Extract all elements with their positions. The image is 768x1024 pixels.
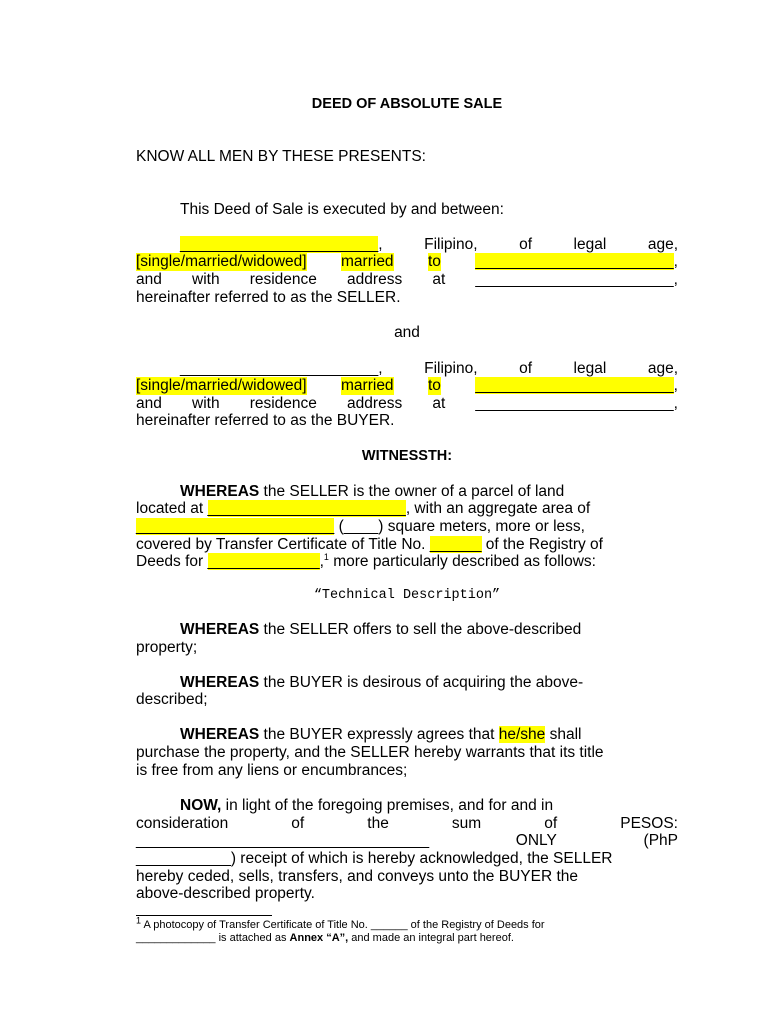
document-title: DEED OF ABSOLUTE SALE (311, 96, 503, 112)
buyer-line-3: and with residence address at _______________________, (136, 395, 678, 412)
seller-ref: hereinafter referred to as the SELLER. (136, 289, 401, 306)
whereas4-line-3: is free from any liens or encumbrances; (136, 762, 408, 779)
price-words-blank: __________________________________ (136, 832, 430, 849)
seller-line-1: _______________________, Filipino, of legal age, (180, 236, 678, 253)
opening-line: KNOW ALL MEN BY THESE PRESENTS: (136, 148, 426, 165)
buyer-spouse-blank: _______________________ (475, 377, 674, 394)
buyer-address-blank: _______________________ (475, 395, 674, 412)
seller-address-blank: _______________________ (475, 271, 674, 288)
seller-spouse-blank: _______________________ (475, 253, 674, 270)
whereas2-line-2: property; (136, 639, 198, 656)
buyer-name-blank: _______________________ (180, 360, 379, 377)
location-blank: _______________________ (207, 500, 406, 517)
whereas1-line-4: covered by Transfer Certificate of Title No. ______ of the Registry of (136, 536, 603, 553)
whereas2-line-1: WHEREAS the SELLER offers to sell the above-described (180, 621, 582, 638)
whereas4-line-1: WHEREAS the BUYER expressly agrees that he/she shall (180, 726, 582, 743)
whereas3-line-2: described; (136, 691, 208, 708)
and-separator: and (394, 324, 420, 341)
now-line-3: __________________________________ ONLY (PhP (136, 832, 678, 849)
registry-blank: _____________ (207, 553, 320, 570)
whereas3-line-1: WHEREAS the BUYER is desirous of acquiring the above- (180, 674, 584, 691)
now-line-4: ___________) receipt of which is hereby acknowledged, the SELLER (136, 850, 613, 867)
area-blank: _______________________ (136, 518, 335, 535)
now-line-2: consideration of the sum of PESOS: (136, 815, 678, 832)
footnote-separator (136, 915, 272, 916)
whereas1-line-3: _______________________ (____) square meters, more or less, (136, 518, 585, 535)
seller-status: [single/married/widowed] (136, 253, 307, 270)
whereas4-line-2: purchase the property, and the SELLER hereby warrants that its title (136, 744, 604, 761)
whereas1-line-1: WHEREAS the SELLER is the owner of a parcel of land (180, 483, 565, 500)
buyer-ref: hereinafter referred to as the BUYER. (136, 412, 395, 429)
seller-line-3: and with residence address at _______________________, (136, 271, 678, 288)
technical-description: “Technical Description” (313, 588, 501, 603)
footnote-ref: 1 (323, 551, 329, 562)
whereas1-line-2: located at _______________________, with an aggregate area of (136, 500, 591, 517)
now-line-1: NOW, in light of the foregoing premises, and for and in (180, 797, 554, 814)
whereas1-line-5: Deeds for _____________,$^1$ more particularly described as follows: (136, 551, 596, 570)
tct-number-blank: ______ (429, 536, 482, 553)
footnote-line-1: $^1$ A photocopy of Transfer Certificate of Title No. ______ of the Registry of Deeds for (136, 915, 545, 931)
buyer-line-2: [single/married/widowed] married to _______________________, (136, 377, 678, 394)
now-line-6: above-described property. (136, 885, 315, 902)
seller-line-2: [single/married/widowed] married to _______________________, (136, 253, 678, 270)
buyer-line-1: _______________________, Filipino, of legal age, (180, 360, 678, 377)
witnesseth-heading: WITNESSTH: (361, 448, 453, 464)
now-line-5: hereby ceded, sells, transfers, and conveys unto the BUYER the (136, 868, 578, 885)
annex-label: Annex “A”, (289, 932, 349, 944)
footnote-line-2: _____________ is attached as Annex “A”, and made an integral part hereof. (136, 932, 514, 944)
intro-line: This Deed of Sale is executed by and between: (180, 201, 504, 218)
seller-name-blank: _______________________ (180, 236, 379, 253)
pronoun-highlight: he/she (498, 726, 546, 743)
buyer-status: [single/married/widowed] (136, 377, 307, 394)
